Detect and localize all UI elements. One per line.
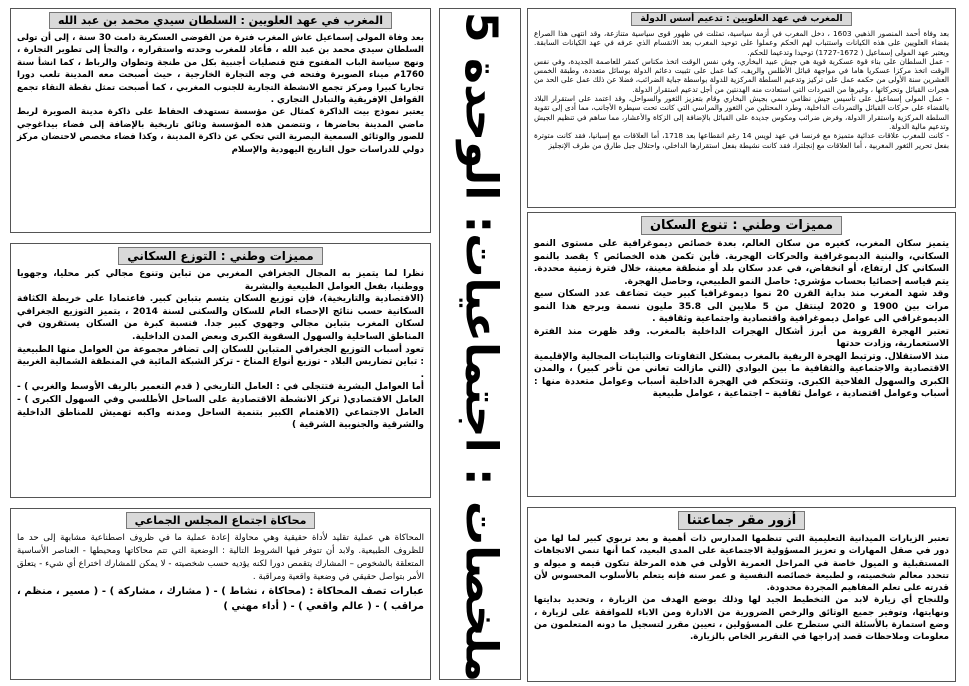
paragraph: تعتبر الزيارات الميدانية التعليمية التي تنظمها المدارس ذات أهمية و بعد تربوي كبير لما لها من دور في صقل المهارات و تعزيز المسؤولية الاجتماعية على المدى البعيد، كما أنها تنمي الاتجاهات المستقبلية و الميول خاصة في المراحل العمرية الأولى في هذه المرحلة تتكون قيمه و ميوله و تتحدد معالم شخصيته، و لطبيعة خصائصه النفسية و عمر سنه فإنه يتعلم بالأسلوب المحسوس لأن قدرته على تعلم المفاهيم المجردة محدودة. (534, 534, 949, 594)
box-title: محاكاة اجتماع المجلس الجماعي (126, 512, 316, 529)
paragraph: بعد وفاة أحمد المنصور الذهبي 1603 ، دخل المغرب في أزمة سياسية، تمثلت في ظهور قوى سياسية متنازعة، وقد انتهى هذا الصراع بقضاء العلويين على هذه الكيانات واستتباب لهم الحكم وعملوا على توحيد المغرب بعد الانقسام الذي عرفه في عهد الكيانات السابقة. ويعتبر عهد المولى إسماعيل ( 1672-1727) توحيدا وتدعيما للحكم. (534, 29, 949, 57)
unit-title: ملخصات : اجتماعيات: الوحدة 5 (455, 12, 507, 682)
box-title: المغرب في عهد العلويين : تدعيم أسس الدولة (631, 12, 851, 26)
paragraph: - عمل السلطان على بناء قوة عسكرية قوية هي جيش عبيد البخاري، وفي نفس الوقت اتخذ مكناس كمقر للعاصمة الجديدة، وفي نفس الوقت اتخذ مركزا عسكريا هاما في مواجهة قبائل الأطلس والريف، كما عمل على تثبيت دعائم الدولة بوسائل متعددة، وطبقة الخمس العشرين سنة الأولى من حكمه عمل على تركيز وتدعيم السلطة المركزية للدولة بواسطة جباية الضرائب، فضلا عن ذلك عمل على الحد من هجرات القبائل وتحركاتها ، وغيرها من التمردات التي استعادت منه الهدنتين من أجل تدعيم استقرار الدولة. (534, 56, 949, 94)
paragraph: - كانت للمغرب علاقات عدائية متميزة مع فرنسا في عهد لويس 14 رغم انقطاعها بعد 1718، أما العلاقات مع إسبانيا، فقد كانت متوترة بفعل تحرير الثغور المغربية ، أما العلاقات مع إنجلترا، فقد كانت نشيطة بفعل استقرارها الداخلي، واحتلال جبل طارق من طرف الإنجليز (534, 131, 949, 150)
paragraph: وللنجاح أي زيارة لابد من التخطيط الجيد لها وذلك بوضع الهدف من الزيارة ، وتحديد بدايتها ونهايتها، وتوفير جميع الوثائق والرخص الضرورية من الادارة ومن الاباء للموافقة على لزيارة ، وضع استمارة بالأسئلة التي ستطرح على المسؤولين ، تعيين مقرر لتسجيل ما دونه المتعلمون من معلومات وملاحظات قصد إدراجها في التقرير الخاص بالزيارة. (534, 595, 949, 643)
paragraph: - عمل المولى إسماعيل على تأسيس جيش نظامي سمي بجيش البخاري وقام بتعزيز الثغور والسواحل، وقد اعتمد على استقرار البلاد بالقضاء على حركات القبائل والتمردات الداخلية، وطرد المحتلين من الثغور والمراسي التي كانت تحت سيطرة الأجانب، مما أدى إلى تقوية السلطة المركزية واستقرار الدولة، وفرض ضرائب ومكوس جديدة على القبائل بالإضافة إلى الزكاة والأعشار، مما ساهم في تنظيم الجيش وتدعيم مالية الدولة. (534, 94, 949, 131)
paragraph: أما العوامل البشرية فتتجلى في : العامل التاريخي ( قدم التعمير بالريف الأوسط والغربي ) - العامل الاقتصادي( تركز الانشطة الاقتصادية على الساحل الأطلسي وفي السهول الكبرى ) - العامل الاجتماعي (الاهتمام الكبير بتنمية الساحل ومدنه واكبه تهميش للمناطق الداخلية والشرقية والجنوبية الشرقية ) (17, 382, 424, 431)
box-title: مميزات وطني : التوزع السكاني (118, 247, 322, 265)
box-title: مميزات وطني : تنوع السكان (641, 216, 842, 235)
paragraph: تعتبر الهجرة القروية من أبرز أشكال الهجرات الداخلية بالمغرب. وقد ظهرت منذ الفترة الاستعمارية، وزادت حدتها (534, 326, 949, 349)
unit-spine (439, 8, 521, 680)
paragraph: منذ الاستقلال. وترتبط الهجرة الريفية بالمغرب بمشكل التفاوتات والتباينات المجالية والإقليمية الاقتصادية والاجتماعية والثقافية ما بين البوادي (التي مازالت تعاني من تأخر كبير) ، والمدن الكبرى والسهول الفلاحية الكبرى. وتتحكم في الهجرة الداخلية أسباب وعوامل متعددة منها : أسباب وعوامل اقتصادية ، عوامل ثقافية – اجتماعية ، عوامل طبيعية (534, 351, 949, 399)
paragraph: تعود أسباب التوزيع الجغرافي المتباين للسكان إلى تضافر مجموعة من العوامل منها الطبيعية : تباين تضاريس البلاد - توزيع أنواع المناخ - تركز الشبكة المائية في المنطقة الشمالية الغربية . (17, 344, 424, 380)
paragraph: عبارات تصف المحاكاة : (محاكاة ، نشاط ) - ( مشارك ، مشاركة ) - ( مسير ، منظم ، مراقب ) - ( عالم واقعي ) - ( أداء مهني ) (17, 586, 424, 612)
paragraph: يتميز سكان المغرب، كغيره من سكان العالم، بعدة خصائص ديموغرافية على مستوى النمو السكاني، والبنية الديموغرافية والحركات الهجرية. فأين تكمن هذه الخصائص ؟ يقصد بالنمو السكاني كل ارتفاع، أو انخفاض، في عدد سكان بلد أو منطقة معينة، خلال فترة زمنية محددة. يتم قياسه إحصائيا بحساب مؤشري: حاصل النمو الطبيعي، وحاصل الهجرة. (534, 239, 949, 287)
paragraph: (الاقتصادية والتاريخية)، فإن توزيع السكان يتسم بتباين كبير. فاعتمادا على خريطة الكثافة السكانية حسب نتائج الإحصاء العام للسكان والسكنى لسنة 2014 ، يتميز التوزيع الجغرافي لسكان المغرب بتباين مجالي وجهوي كبير جدا. فنسبة كبرة من السكان يستقرون في المناطق الساحلية والسهول السقوية الكبرى وبعض المدن الداخلية. (17, 294, 424, 342)
paragraph: المحاكاة هي عملية تقليد لأداة حقيقية وهي محاولة إعادة عملية ما في ظروف اصطناعية مشابهة إلى حد ما للظروف الطبيعية. ولابد أن تتوفر فيها الشروط التالية : الوضعية التي تتم محاكاتها ومحيطها - العناصر الأساسية المتعلقة بالشخوص – المشارك يتقمص دورا لكنه يؤديه حسب شخصيته - لا يمكن للمشارك اختراع أي شيء - يتعلق الأمر بتواصل حقيقي في وضعية واقعية ومراقبة . (17, 533, 424, 582)
paragraph: نظرا لما يتميز به المجال الجغرافي المغربي من تباين وتنوع مجالي كبر محليا، وجهويا ووطنيا، بفعل العوامل الطبيعية والبشرية (17, 269, 424, 292)
box-population-distribution (10, 243, 431, 498)
box-title: أزور مقر جماعتنا (678, 511, 805, 530)
paragraph: يعتبر نموذج بيت الذاكرة كمثال عن مؤسسة تستهدف الحفاظ على ذاكرة مدينة الصويرة لربط ماضي المدينة بحاضرها ، وتتضمن هذه المؤسسة وثائق تاريخية بالإضافة إلى فضاء بيداغوجي للصور والوثائق السمعية البصرية التي تحكي عن ذاكرة المدينة ، وكذا فضاء مخصص لاحتضان مركز دولي للدراسات حول التاريخ اليهودية والإسلام (17, 107, 424, 155)
paragraph: بعد وفاة المولى إسماعيل عاش المغرب فترة من الفوضى العسكرية دامت 30 سنة ، إلى أن تولى السلطان سيدي محمد بن عبد الله ، فأعاد للمغرب وحدته واستقراره ، والتجأ إلى تطوير التجارة ، ونهج سياسة الباب المفتوح فتح قنصليات أجنبية بكل من طنجة وتطوان والرباط ، كما انشأ سنة 1760م ميناء الصويرة وفتحه في وجه التجارة الخارجية ، حيث أصبحت معه المدينة تلعب دورا تجاريا كبيرا ومركز تجمع الانشطة التجارية للجنوب المغربي ، كما أصبحت تمثل نقطة التقاء تجمع القوافل الإفريقية والتبادل التجاري . (17, 33, 424, 106)
box-alawite-state-foundations (527, 8, 956, 208)
box-title: المغرب في عهد العلويين : السلطان سيدي محمد بن عبد الله (49, 12, 392, 29)
paragraph: وقد شهد المغرب منذ بداية القرن 20 نموا ديموغرافيا كبير حيث تضاعف عدد السكان سبع مرات بين 1900 و 2020 لينتقل من 5 ملايين الى 35.8 مليون نسمة ويرجع هذا النمو الديموغرافي الى عوامل ديموغرافية واقتصادية واجتماعية وثقافية . (534, 289, 949, 324)
box-commune-visit (527, 507, 956, 682)
box-population-diversity (527, 212, 956, 497)
box-sultan-mohammed-ben-abdallah (10, 8, 431, 233)
box-council-simulation (10, 508, 431, 680)
